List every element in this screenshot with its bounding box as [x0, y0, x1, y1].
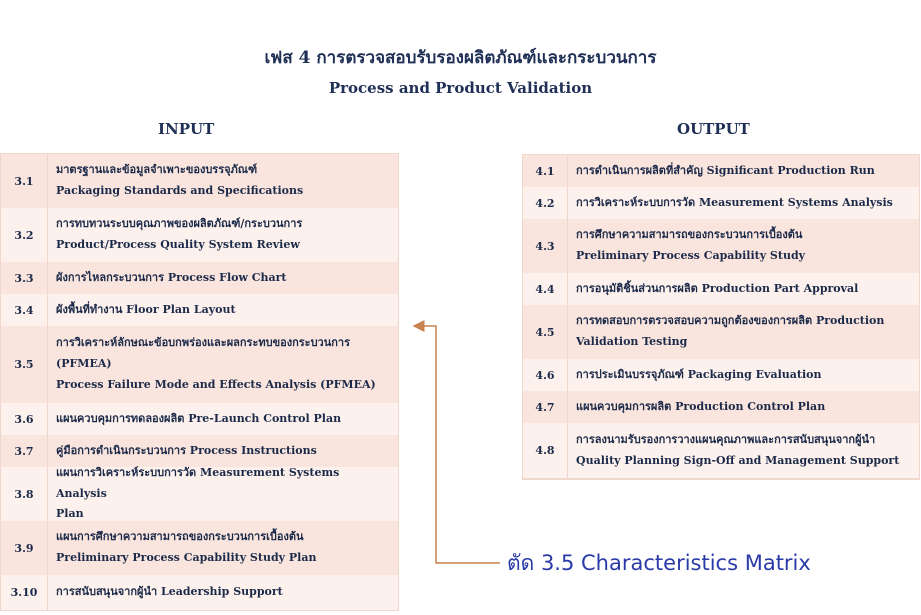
input-text-line2: Packaging Standards and Specifications [56, 184, 304, 197]
input-text-line2: Product/Process Quality System Review [56, 238, 300, 251]
output-text-line1: การอนุมัติชิ้นส่วนการผลิต Production Part Approval [576, 281, 859, 295]
output-text-line1: แผนควบคุมการผลิต Production Control Plan [576, 399, 826, 413]
output-number: 4.1 [523, 155, 568, 187]
title-thai: เฟส 4 การตรวจสอบรับรองผลิตภัณฑ์และกระบวนการ [264, 48, 657, 68]
output-number: 4.7 [523, 391, 568, 423]
input-text-line1: คู่มือการดำเนินกระบวนการ Process Instructions [56, 443, 317, 457]
output-text-line1: การดำเนินการผลิตที่สำคัญ Significant Production Run [576, 163, 875, 177]
output-number: 4.6 [523, 359, 568, 391]
input-number: 3.2 [1, 208, 48, 262]
input-text-line1: การสนับสนุนจากผู้นำ Leadership Support [56, 585, 283, 599]
output-text-line2: Quality Planning Sign-Off and Management Support [576, 453, 900, 467]
input-text-line1: แผนการศึกษาความสามารถของกระบวนการเบื้องต้น [56, 530, 304, 544]
input-number: 3.3 [1, 262, 48, 294]
input-text-line2: Preliminary Process Capability Study Plan [56, 551, 317, 564]
title-english: Process and Product Validation [328, 79, 593, 97]
input-text-line1: มาตรฐานและข้อมูลจำเพาะของบรรจุภัณฑ์ [56, 163, 258, 177]
output-number: 4.2 [523, 187, 568, 219]
output-number: 4.8 [523, 423, 568, 478]
arrow-line [414, 326, 500, 563]
input-number: 3.4 [1, 294, 48, 326]
output-text-line1: การประเมินบรรจุภัณฑ์ Packaging Evaluation [576, 367, 822, 381]
input-number: 3.10 [1, 575, 48, 610]
output-text-line1: การทดสอบการตรวจสอบความถูกต้องของการผลิต Production [576, 314, 885, 328]
output-text-line2: Validation Testing [576, 335, 688, 348]
input-number: 3.1 [1, 154, 48, 208]
input-text-line1: การทบทวนระบบคุณภาพของผลิตภัณฑ์/กระบวนการ [56, 217, 303, 231]
output-number: 4.3 [523, 219, 568, 273]
input-number: 3.9 [1, 521, 48, 575]
output-number: 4.4 [523, 273, 568, 305]
output-text-line1: การวิเคราะห์ระบบการวัด Measurement Systems Analysis [576, 195, 893, 209]
input-header: INPUT [158, 120, 215, 138]
output-text-line1: การศึกษาความสามารถของกระบวนการเบื้องต้น [576, 228, 803, 242]
input-text-line1: แผนการวิเคราะห์ระบบการวัด Measurement Systems Analysis [56, 465, 340, 500]
input-number: 3.7 [1, 435, 48, 467]
note-characteristics-matrix: ตัด 3.5 Characteristics Matrix [507, 551, 811, 575]
output-header: OUTPUT [677, 120, 750, 138]
input-text-line2: (PFMEA) [56, 357, 112, 371]
input-text-line1: การวิเคราะห์ลักษณะข้อบกพร่องและผลกระทบของกระบวนการ [56, 336, 350, 350]
output-text-line2: Preliminary Process Capability Study [576, 249, 806, 262]
input-text-line1: ผังพื้นที่ทำงาน Floor Plan Layout [56, 302, 236, 316]
input-number: 3.5 [1, 326, 48, 403]
input-number: 3.6 [1, 403, 48, 435]
input-text-line1: ผังการไหลกระบวนการ Process Flow Chart [56, 270, 287, 284]
input-text-line1: แผนควบคุมการทดลองผลิต Pre-Launch Control Plan [56, 411, 342, 425]
input-text-line3: Process Failure Mode and Effects Analysis (PFMEA) [56, 377, 376, 391]
output-text-line1: การลงนามรับรองการวางแผนคุณภาพและการสนับสนุนจากผู้นำ [576, 432, 876, 446]
input-text-line2: Plan [56, 507, 84, 521]
input-number: 3.8 [1, 467, 48, 521]
output-number: 4.5 [523, 305, 568, 359]
